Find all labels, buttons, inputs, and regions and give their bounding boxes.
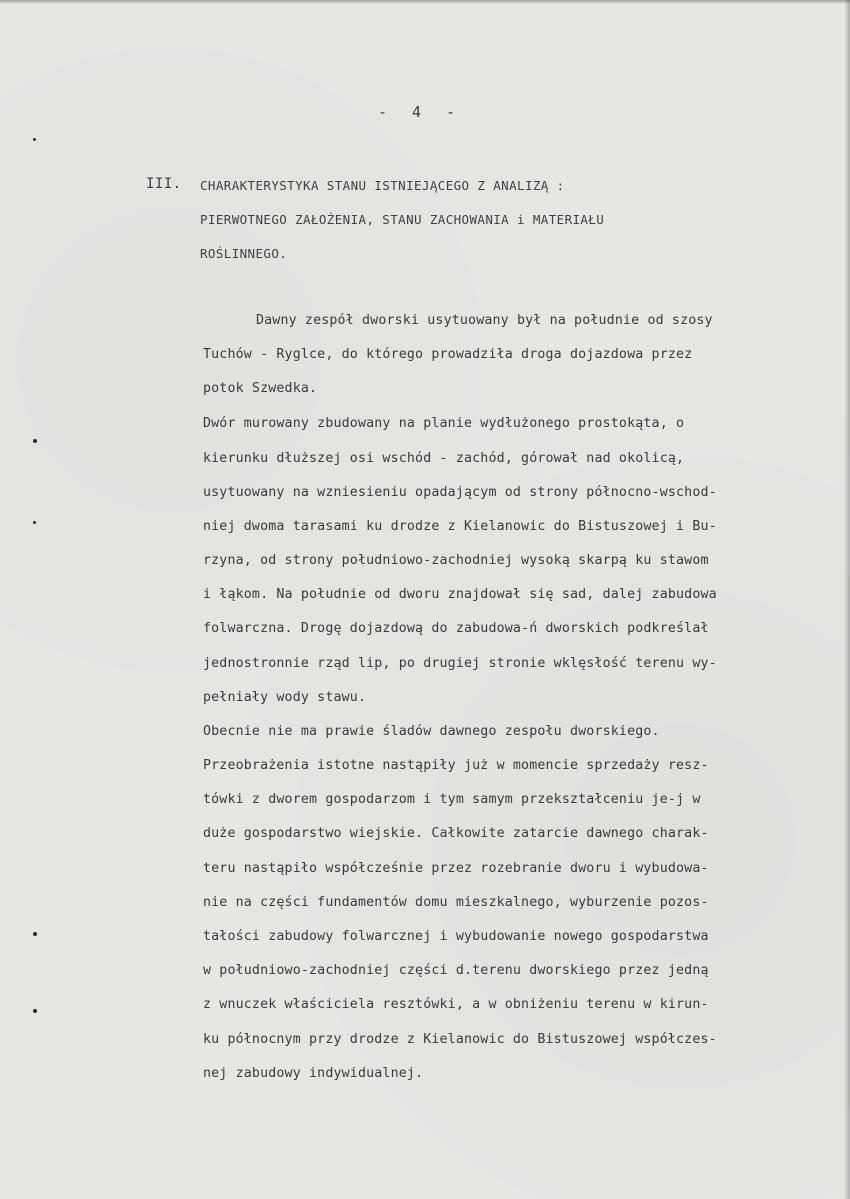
body-line: usytuowany na wzniesieniu opadającym od strony północno-wschod- xyxy=(203,485,717,500)
section-heading-line-2: PIERWOTNEGO ZAŁOŻENIA, STANU ZACHOWANIA i MATERIAŁU xyxy=(200,212,605,227)
body-line: Obecnie nie ma prawie śladów dawnego zespołu dworskiego. xyxy=(203,724,660,739)
body-line: potok Szwedka. xyxy=(203,381,318,396)
scan-speck xyxy=(33,138,36,141)
page-number: - 4 - xyxy=(378,103,464,121)
section-heading-line-1: CHARAKTERYSTYKA STANU ISTNIEJĄCEGO Z ANALIZĄ : xyxy=(200,178,565,193)
body-line: ku północnym przy drodze z Kielanowic do Bistuszowej współczes- xyxy=(203,1032,717,1047)
body-line: Przeobrażenia istotne nastąpiły już w momencie sprzedaży resz- xyxy=(203,758,709,773)
body-line: tałości zabudowy folwarcznej i wybudowanie nowego gospodarstwa xyxy=(203,929,709,944)
body-line: z wnuczek właściciela resztówki, a w obniżeniu terenu w kirun- xyxy=(203,997,709,1012)
body-line: kierunku dłuższej osi wschód - zachód, górował nad okolicą, xyxy=(203,451,685,466)
scan-edge-top xyxy=(0,0,850,4)
section-number: III. xyxy=(146,176,182,192)
body-line: nej zabudowy indywidualnej. xyxy=(203,1066,424,1081)
body-line: niej dwoma tarasami ku drodze z Kielanowic do Bistuszowej i Bu- xyxy=(203,519,717,534)
body-line: w południowo-zachodniej części d.terenu dworskiego przez jedną xyxy=(203,963,709,978)
body-line: rzyna, od strony południowo-zachodniej wysoką skarpą ku stawom xyxy=(203,553,709,568)
body-line: teru nastąpiło współcześnie przez rozebranie dworu i wybudowa- xyxy=(203,861,709,876)
scan-speck xyxy=(33,932,37,936)
body-line: Dwór murowany zbudowany na planie wydłużonego prostokąta, o xyxy=(203,416,685,431)
body-line: duże gospodarstwo wiejskie. Całkowite zatarcie dawnego charak- xyxy=(203,826,709,841)
scan-speck xyxy=(33,439,37,443)
body-line: pełniały wody stawu. xyxy=(203,690,367,705)
body-line: folwarczna. Drogę dojazdową do zabudowa-ń dworskich podkreślał xyxy=(203,621,709,636)
body-line: Tuchów - Ryglce, do którego prowadziła droga dojazdowa przez xyxy=(203,347,693,362)
body-line: Dawny zespół dworski usytuowany był na południe od szosy xyxy=(256,313,713,328)
body-line: nie na części fundamentów domu mieszkalnego, wyburzenie pozos- xyxy=(203,895,709,910)
section-heading-line-3: ROŚLINNEGO. xyxy=(200,246,288,261)
body-line: jednostronnie rząd lip, po drugiej stronie wklęsłość terenu wy- xyxy=(203,656,717,671)
scan-edge-right xyxy=(844,0,850,1199)
body-line: tówki z dworem gospodarzom i tym samym przekształceniu je-j w xyxy=(203,792,701,807)
scan-speck xyxy=(33,1009,37,1013)
body-line: i łąkom. Na południe od dworu znajdował się sad, dalej zabudowa xyxy=(203,587,717,602)
scan-speck xyxy=(33,521,36,524)
